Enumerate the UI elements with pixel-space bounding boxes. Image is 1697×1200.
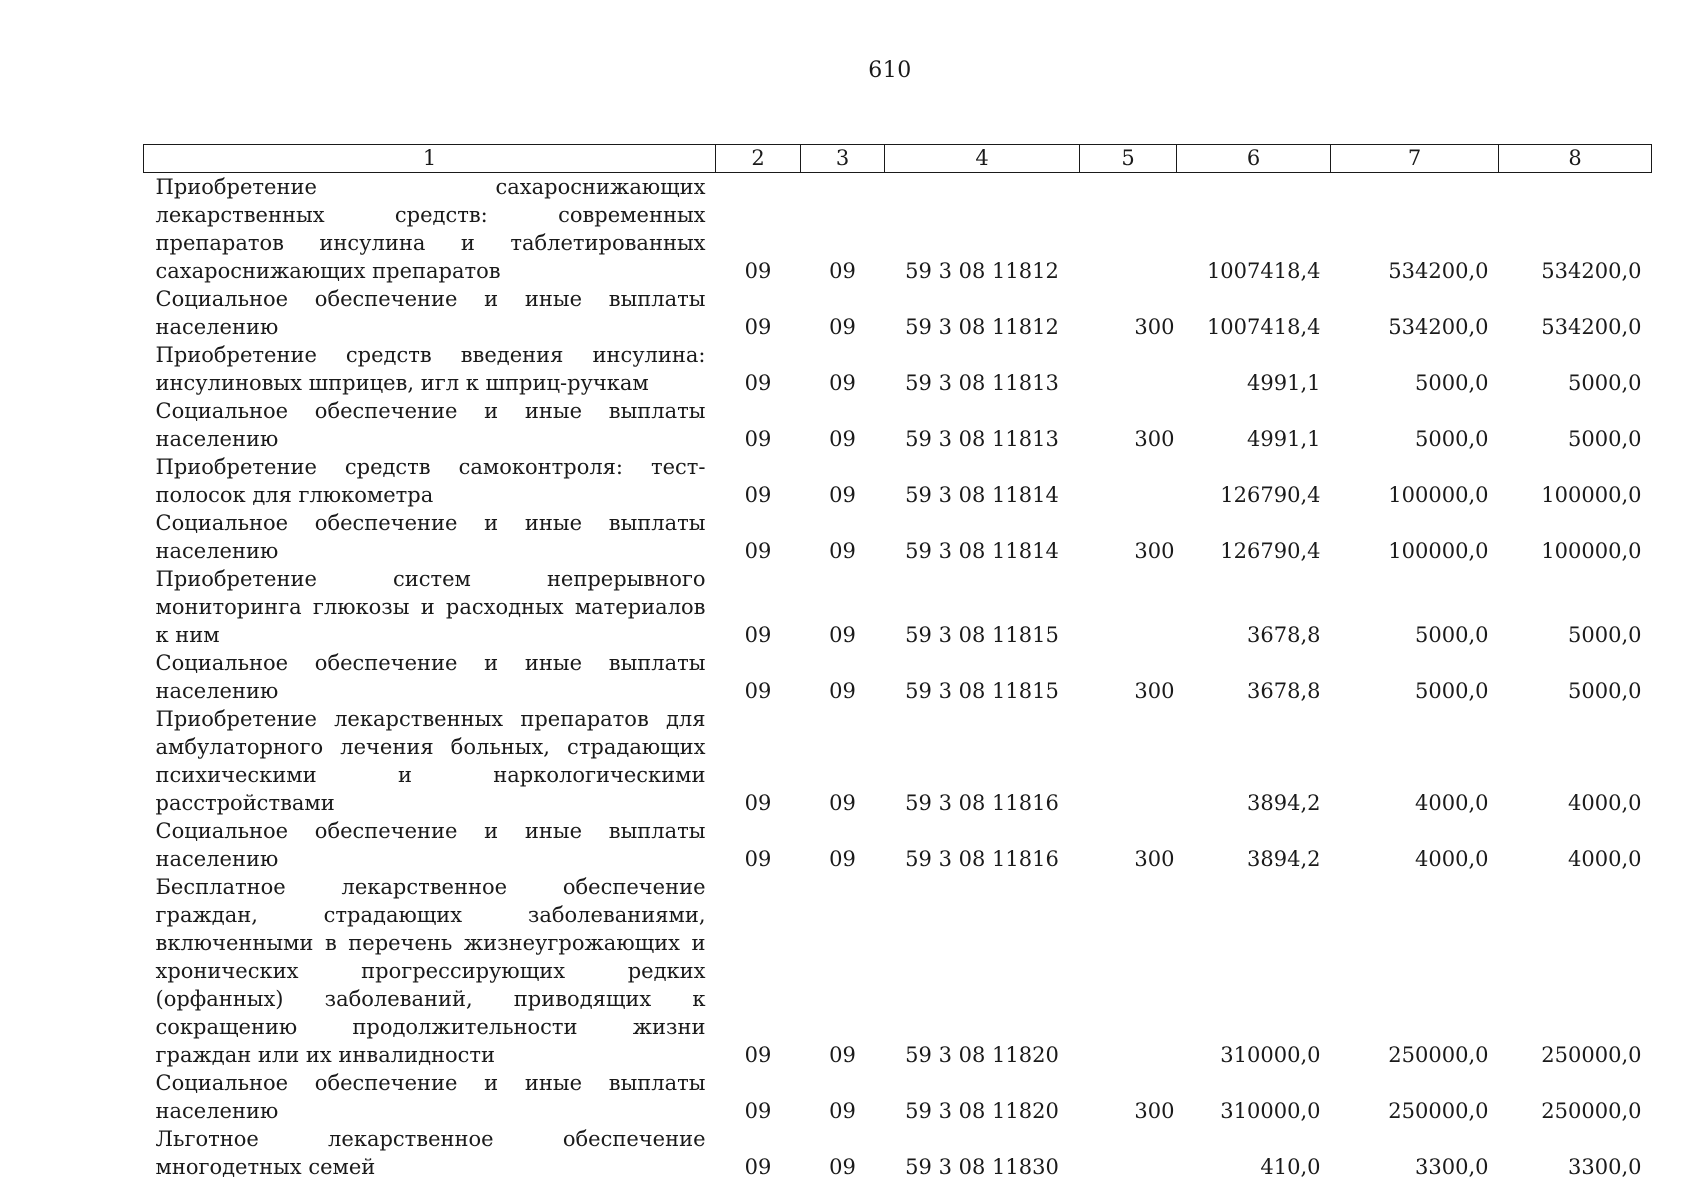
expense-type-code: 300 (1134, 315, 1175, 339)
subsection-code: 09 (829, 315, 856, 339)
row-description: Приобретение лекарственных препаратов для амбулаторного лечения больных, страдающих психическими и наркологическими расстройствами (155, 707, 706, 815)
expense-type-code: 300 (1134, 427, 1175, 451)
section-code: 09 (744, 483, 772, 507)
expense-type-code (1080, 173, 1177, 286)
amount-col-6: 310000,0 (1220, 1043, 1321, 1067)
amount-col-7: 534200,0 (1388, 259, 1489, 283)
target-article-code: 59 3 08 11813 (905, 427, 1059, 451)
column-header: 1 (144, 145, 716, 173)
amount-col-6: 4991,1 (1247, 427, 1321, 451)
target-article-code: 59 3 08 11830 (905, 1155, 1059, 1179)
table-row (144, 397, 1652, 453)
target-article-code: 59 3 08 11816 (905, 791, 1059, 815)
row-description: Бесплатное лекарственное обеспечение граждан, страдающих заболеваниями, включенными в перечень жизнеугрожающих и хронических прогрессирующих редких (орфанных) заболеваний, приводящих к сокращению продолжительности жизни граждан или их инвалидности (155, 875, 706, 1067)
amount-col-6: 126790,4 (1220, 483, 1321, 507)
amount-col-6: 3894,2 (1247, 847, 1321, 871)
column-number-row (144, 145, 1652, 173)
section-code: 09 (744, 1099, 772, 1123)
budget-table (143, 144, 1652, 1181)
subsection-code: 09 (829, 539, 856, 563)
amount-col-7: 250000,0 (1388, 1099, 1489, 1123)
target-article-code: 59 3 08 11820 (905, 1099, 1059, 1123)
section-code: 09 (744, 1043, 772, 1067)
expense-type-code (1080, 1125, 1177, 1181)
amount-col-8: 100000,0 (1541, 483, 1642, 507)
table-row (144, 173, 1652, 286)
section-code: 09 (744, 791, 772, 815)
section-code: 09 (744, 679, 772, 703)
table-row (144, 817, 1652, 873)
amount-col-7: 5000,0 (1415, 427, 1489, 451)
table-header (144, 145, 1652, 173)
expense-type-code: 300 (1134, 847, 1175, 871)
target-article-code: 59 3 08 11812 (905, 259, 1059, 283)
subsection-code: 09 (829, 791, 856, 815)
amount-col-6: 3678,8 (1247, 623, 1321, 647)
expense-type-code: 300 (1134, 679, 1175, 703)
target-article-code: 59 3 08 11816 (905, 847, 1059, 871)
row-description: Приобретение систем непрерывного мониторинга глюкозы и расходных материалов к ним (155, 567, 706, 647)
column-header: 3 (801, 145, 885, 173)
section-code: 09 (744, 315, 772, 339)
expense-type-code: 300 (1134, 1099, 1175, 1123)
column-header: 2 (716, 145, 801, 173)
target-article-code: 59 3 08 11814 (905, 483, 1059, 507)
amount-col-8: 5000,0 (1568, 371, 1642, 395)
table-body (144, 173, 1652, 1182)
amount-col-8: 3300,0 (1568, 1155, 1642, 1179)
table-row (144, 705, 1652, 817)
section-code: 09 (744, 539, 772, 563)
amount-col-8: 100000,0 (1541, 539, 1642, 563)
amount-col-6: 310000,0 (1220, 1099, 1321, 1123)
amount-col-6: 126790,4 (1220, 539, 1321, 563)
amount-col-7: 4000,0 (1415, 791, 1489, 815)
amount-col-7: 100000,0 (1388, 483, 1489, 507)
amount-col-8: 5000,0 (1568, 427, 1642, 451)
target-article-code: 59 3 08 11813 (905, 371, 1059, 395)
row-description: Социальное обеспечение и иные выплаты населению (155, 287, 706, 339)
column-header: 5 (1080, 145, 1177, 173)
amount-col-7: 5000,0 (1415, 371, 1489, 395)
amount-col-8: 5000,0 (1568, 679, 1642, 703)
row-description: Льготное лекарственное обеспечение многодетных семей (155, 1127, 706, 1179)
row-description: Социальное обеспечение и иные выплаты населению (155, 399, 706, 451)
expense-type-code (1080, 873, 1177, 1069)
column-header: 6 (1177, 145, 1331, 173)
amount-col-6: 3678,8 (1247, 679, 1321, 703)
amount-col-6: 1007418,4 (1206, 259, 1321, 283)
row-description: Приобретение сахароснижающих лекарственных средств: современных препаратов инсулина и таблетированных сахароснижающих препаратов (155, 175, 706, 283)
table-row (144, 873, 1652, 1069)
amount-col-7: 100000,0 (1388, 539, 1489, 563)
target-article-code: 59 3 08 11815 (905, 623, 1059, 647)
target-article-code: 59 3 08 11814 (905, 539, 1059, 563)
section-code: 09 (744, 847, 772, 871)
amount-col-7: 5000,0 (1415, 679, 1489, 703)
table-row (144, 649, 1652, 705)
amount-col-8: 4000,0 (1568, 791, 1642, 815)
amount-col-7: 534200,0 (1388, 315, 1489, 339)
column-header: 8 (1499, 145, 1652, 173)
table-row (144, 453, 1652, 509)
section-code: 09 (744, 371, 772, 395)
subsection-code: 09 (829, 1043, 856, 1067)
row-description: Социальное обеспечение и иные выплаты населению (155, 511, 706, 563)
amount-col-8: 250000,0 (1541, 1099, 1642, 1123)
expense-type-code (1080, 453, 1177, 509)
subsection-code: 09 (829, 847, 856, 871)
target-article-code: 59 3 08 11820 (905, 1043, 1059, 1067)
amount-col-6: 1007418,4 (1206, 315, 1321, 339)
subsection-code: 09 (829, 259, 856, 283)
target-article-code: 59 3 08 11815 (905, 679, 1059, 703)
expense-type-code (1080, 341, 1177, 397)
table-row (144, 1125, 1652, 1181)
amount-col-8: 4000,0 (1568, 847, 1642, 871)
subsection-code: 09 (829, 623, 856, 647)
amount-col-6: 3894,2 (1247, 791, 1321, 815)
row-description: Приобретение средств введения инсулина: инсулиновых шприцев, игл к шприц-ручкам (155, 343, 706, 395)
subsection-code: 09 (829, 1099, 856, 1123)
amount-col-8: 534200,0 (1541, 259, 1642, 283)
expense-type-code (1080, 565, 1177, 649)
column-header: 4 (885, 145, 1080, 173)
table-row (144, 565, 1652, 649)
section-code: 09 (744, 623, 772, 647)
amount-col-6: 4991,1 (1247, 371, 1321, 395)
expense-type-code (1080, 705, 1177, 817)
section-code: 09 (744, 427, 772, 451)
row-description: Социальное обеспечение и иные выплаты населению (155, 1071, 706, 1123)
section-code: 09 (744, 259, 772, 283)
subsection-code: 09 (829, 1155, 856, 1179)
amount-col-8: 250000,0 (1541, 1043, 1642, 1067)
table-row (144, 285, 1652, 341)
amount-col-8: 534200,0 (1541, 315, 1642, 339)
subsection-code: 09 (829, 483, 856, 507)
section-code: 09 (744, 1155, 772, 1179)
subsection-code: 09 (829, 679, 856, 703)
subsection-code: 09 (829, 371, 856, 395)
row-description: Социальное обеспечение и иные выплаты населению (155, 819, 706, 871)
table-row (144, 1069, 1652, 1125)
expense-type-code: 300 (1134, 539, 1175, 563)
table-row (144, 509, 1652, 565)
table-row (144, 341, 1652, 397)
row-description: Приобретение средств самоконтроля: тест-полосок для глюкометра (155, 455, 706, 507)
amount-col-7: 4000,0 (1415, 847, 1489, 871)
amount-col-7: 5000,0 (1415, 623, 1489, 647)
column-header: 7 (1331, 145, 1499, 173)
subsection-code: 09 (829, 427, 856, 451)
amount-col-8: 5000,0 (1568, 623, 1642, 647)
page-number: 610 (868, 58, 912, 83)
amount-col-6: 410,0 (1260, 1155, 1321, 1179)
target-article-code: 59 3 08 11812 (905, 315, 1059, 339)
amount-col-7: 250000,0 (1388, 1043, 1489, 1067)
row-description: Социальное обеспечение и иные выплаты населению (155, 651, 706, 703)
amount-col-7: 3300,0 (1415, 1155, 1489, 1179)
